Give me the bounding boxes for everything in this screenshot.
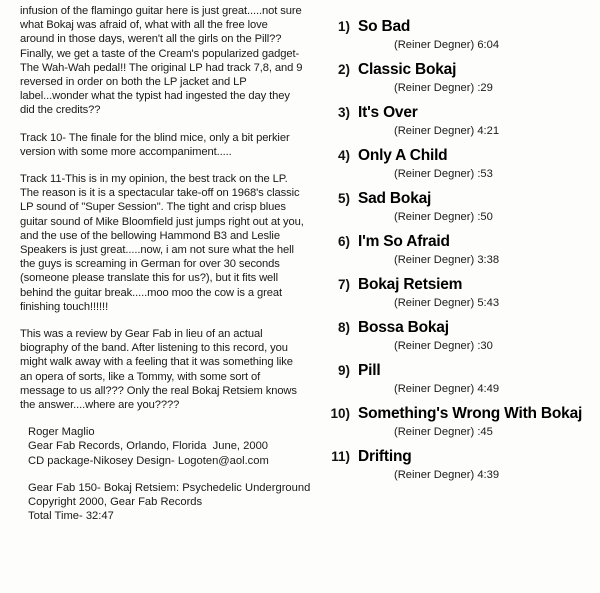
track-item [330,190,592,224]
liner-notes-paragraph: Track 10- The finale for the blind mice, only a bit perkier version with some more accompaniment..... [20,131,290,158]
colophon-line: Total Time- 32:47 [28,510,114,523]
tracklist [330,18,592,491]
track-title: Pill [358,362,381,379]
track-item [330,104,592,138]
credits-line: Gear Fab Records, Orlando, Florida June, 2000 [28,440,269,453]
liner-notes-paragraph: Track 11-This is in my opinion, the best track on the LP. The reason is it is a spectacular take-off on 1968's classic LP sound of "Super Session". The tight and crisp blues guitar sound of Mike Bloomfield just jumps right out at you, and the use of the bellowing Hammond B3 and Leslie Speakers is just great.....now, i am not sure what the hell the guys is screaming in German for over 30 seconds (someone please translate this for us?), but it fits well behind the guitar break.....moo moo the cow is a great finishing touch!!!!!! [20,173,304,313]
track-title: Sad Bokaj [358,190,432,207]
track-credit: (Reiner Degner) 4:49 [394,383,500,395]
track-title: Something's Wrong With Bokaj [358,405,583,422]
colophon-line: Gear Fab 150- Bokaj Retsiem: Psychedelic Underground [28,481,311,494]
track-number: 1) [337,19,350,34]
track-number: 2) [337,62,350,77]
credits-block [28,425,305,468]
track-title: Classic Bokaj [358,61,457,78]
track-item [330,233,592,267]
track-credit: (Reiner Degner) :50 [394,211,493,223]
track-credit: (Reiner Degner) :45 [394,426,493,438]
track-credit: (Reiner Degner) 5:43 [394,297,500,309]
colophon-block [28,481,311,524]
track-item [330,61,592,95]
track-item [330,362,592,396]
liner-notes-column [20,4,311,524]
track-item [330,147,592,181]
track-credit: (Reiner Degner) :30 [394,340,493,352]
credits-line: Roger Maglio [28,426,95,439]
track-credit: (Reiner Degner) :29 [394,82,493,94]
track-number: 7) [337,277,350,292]
track-number: 3) [337,105,350,120]
track-number: 8) [337,320,350,335]
track-title: I'm So Afraid [358,233,450,250]
track-number: 4) [337,148,350,163]
track-credit: (Reiner Degner) 4:21 [394,125,500,137]
track-credit: (Reiner Degner) 6:04 [394,39,500,51]
track-title: So Bad [358,18,411,35]
liner-notes-paragraph: infusion of the flamingo guitar here is just great.....not sure what Bokaj was afraid of, what with all the free love around in those days, weren't all the girls on the Pill?? Finally, we get a taste of the Cream's popularized gadget- The Wah-Wah pedal!! The original LP had track 7,8, and 9 reversed in order on both the LP jacket and LP label...wonder what the typist had ingested the day they did the credits?? [20,5,303,117]
track-credit: (Reiner Degner) 3:38 [394,254,500,266]
track-number: 6) [337,234,350,249]
track-number: 10) [330,406,350,421]
track-title: Only A Child [358,147,448,164]
track-title: It's Over [358,104,418,121]
track-title: Drifting [358,448,412,465]
track-credit: (Reiner Degner) 4:39 [394,469,500,481]
track-credit: (Reiner Degner) :53 [394,168,493,180]
track-item [330,405,592,439]
track-title: Bokaj Retsiem [358,276,463,293]
colophon-line: Copyright 2000, Gear Fab Records [28,496,203,509]
track-number: 9) [337,363,350,378]
track-item [330,18,592,52]
track-title: Bossa Bokaj [358,319,449,336]
track-number: 11) [331,449,350,464]
track-number: 5) [337,191,350,206]
track-item [330,319,592,353]
credits-line: CD package-Nikosey Design- Logoten@aol.com [28,454,269,467]
track-item [330,276,592,310]
liner-notes-paragraph: This was a review by Gear Fab in lieu of an actual biography of the band. After listening to this record, you might walk away with a feeling that it was something like an opera of sorts, like a Tommy, with some sort of message to us all??? Only the real Bokaj Retsiem knows the answer....where are you???? [20,328,297,412]
track-item [330,448,592,482]
